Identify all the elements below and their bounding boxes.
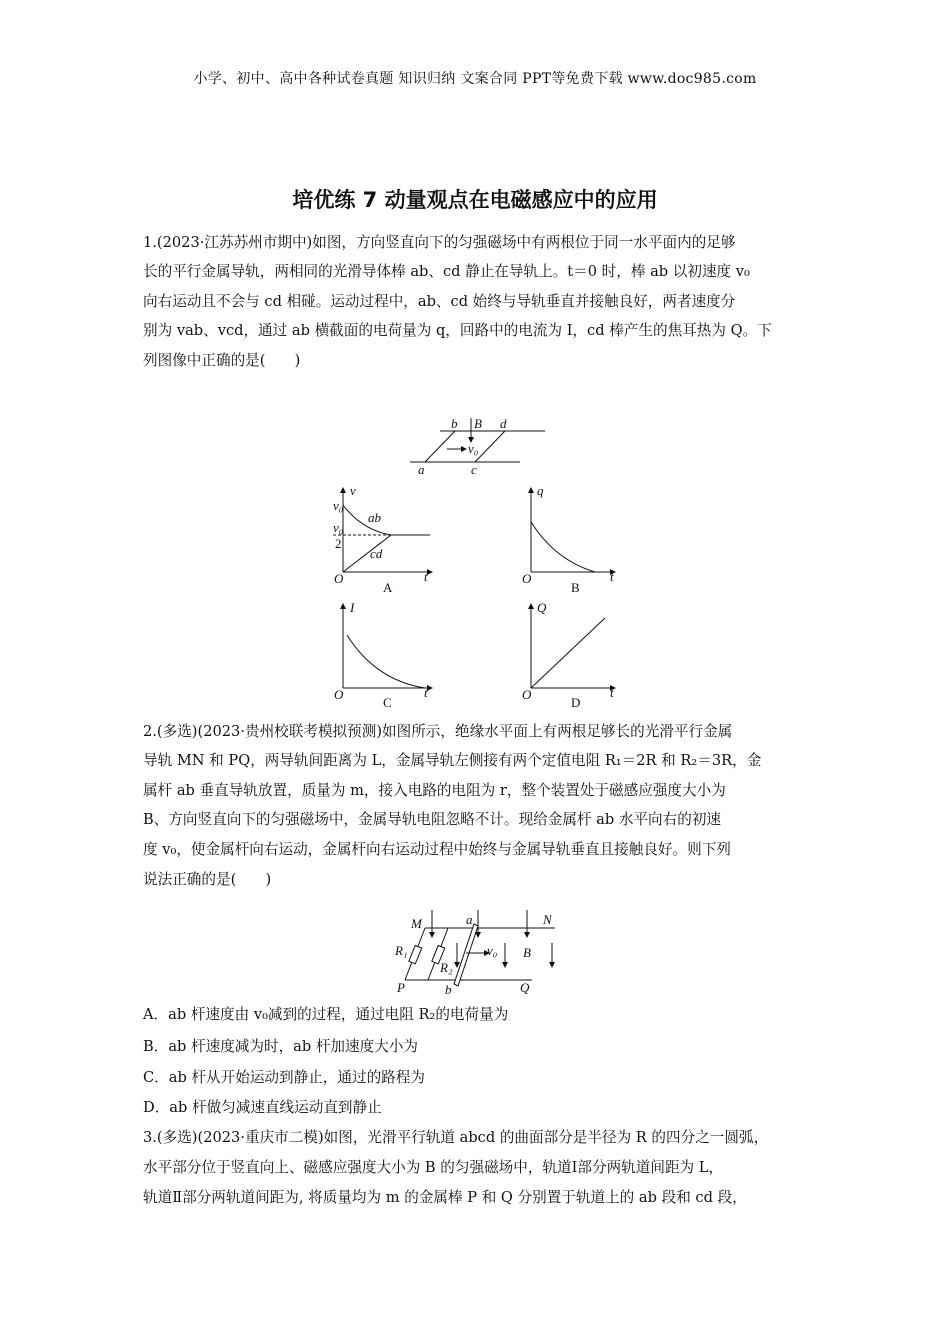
graph-c [343, 604, 432, 688]
option-c: C．ab 杆从开始运动到静止，通过的路程为 [143, 1069, 425, 1086]
origin-label: O [522, 687, 532, 702]
label-v0: v₀ [487, 943, 498, 958]
label-R1: R₁ [395, 943, 408, 958]
question-text-line: 说法正确的是( ) [143, 871, 272, 888]
question-text-line: 水平部分位于竖直向上、磁感应强度大小为 B 的匀强磁场中，轨道Ⅰ部分两轨道间距为 L， [143, 1159, 724, 1176]
axis-label: v [350, 483, 356, 498]
axis-label: t [610, 685, 614, 700]
axis-label: Q [537, 600, 547, 615]
label-b: b [445, 982, 452, 997]
label-c: c [471, 462, 477, 477]
question-text-line: 向右运动且不会与 cd 相碰。运动过程中，ab、cd 始终与导轨垂直并接触良好，两者速度分 [143, 293, 736, 310]
graph-label: B [571, 580, 580, 595]
curve-label: cd [370, 546, 383, 561]
graph-b [531, 488, 615, 572]
question-text-line: 度 v₀，使金属杆向右运动，金属杆向右运动过程中始终与金属导轨垂直且接触良好。则下列 [143, 841, 731, 858]
axis-label: t [424, 569, 428, 584]
curve-label: ab [368, 510, 381, 525]
question-text-line: 属杆 ab 垂直导轨放置，质量为 m，接入电路的电阻为 r，整个装置处于磁感应强度大小为 [143, 782, 726, 799]
label-b: b [451, 416, 458, 431]
question-text-line: 别为 vab、vcd，通过 ab 横截面的电荷量为 q，回路中的电流为 I，cd 棒产生的焦耳热为 Q。下 [143, 322, 772, 339]
graph-label: D [571, 695, 581, 710]
origin-label: O [334, 687, 344, 702]
label-P: P [397, 980, 405, 995]
page-header: 小学、初中、高中各种试卷真题 知识归纳 文案合同 PPT等免费下载 www.doc985.com [193, 71, 757, 87]
question-text-line: 导轨 MN 和 PQ，两导轨间距离为 L，金属导轨左侧接有两个定值电阻 R₁＝2R 和 R₂＝3R，金 [143, 752, 762, 769]
graph-label: A [383, 580, 393, 595]
axis-label: q [537, 483, 544, 498]
label-B: B [523, 945, 531, 960]
graph-a [333, 488, 432, 572]
label-R2: R₂ [440, 960, 453, 975]
axis-label: t [424, 685, 428, 700]
option-a: A．ab 杆速度由 v₀减到的过程，通过电阻 R₂的电荷量为 [143, 1006, 509, 1023]
axis-label: I [350, 600, 355, 615]
origin-label: O [522, 571, 532, 586]
q2-circuit-diagram [405, 910, 555, 986]
graph-label: C [383, 695, 392, 710]
label-a: a [418, 462, 425, 477]
label-a: a [466, 912, 473, 927]
question-text-line: 轨道Ⅱ部分两轨道间距为, 将质量均为 m 的金属棒 P 和 Q 分别置于轨道上的 ab 段和 cd 段， [143, 1189, 747, 1206]
label-v0: v₀ [468, 441, 479, 456]
question-text-line: B、方向竖直向下的匀强磁场中，金属导轨电阻忽略不计。现给金属杆 ab 水平向右的初速 [143, 811, 722, 828]
label-Q: Q [520, 980, 530, 995]
question-text-line: 2.(多选)(2023·贵州校联考模拟预测)如图所示，绝缘水平面上有两根足够长的光滑平行金属 [143, 723, 733, 740]
question-text-line: 长的平行金属导轨，两相同的光滑导体棒 ab、cd 静止在导轨上。t＝0 时，棒 ab 以初速度 v₀ [143, 263, 750, 280]
page-title: 培优练 7 动量观点在电磁感应中的应用 [292, 188, 658, 212]
origin-label: O [334, 571, 344, 586]
label-M: M [411, 916, 422, 931]
option-b: B．ab 杆速度减为时，ab 杆加速度大小为 [143, 1038, 418, 1055]
tick-label: v₀ [333, 498, 344, 513]
option-d: D．ab 杆做匀减速直线运动直到静止 [143, 1099, 382, 1116]
label-d: d [500, 416, 507, 431]
question-text-line: 列图像中正确的是( ) [143, 352, 301, 369]
question-text-line: 3.(多选)(2023·重庆市二模)如图，光滑平行轨道 abcd 的曲面部分是半径为 R 的四分之一圆弧， [143, 1129, 769, 1146]
label-B: B [474, 416, 482, 431]
axis-label: t [610, 569, 614, 584]
question-text-line: 1.(2023·江苏苏州市期中)如图，方向竖直向下的匀强磁场中有两根位于同一水平面内的足够 [143, 234, 736, 251]
graph-d [531, 604, 615, 688]
tick-label: 2 [335, 536, 342, 551]
label-N: N [543, 912, 552, 927]
tick-label: v₀ [333, 520, 344, 535]
